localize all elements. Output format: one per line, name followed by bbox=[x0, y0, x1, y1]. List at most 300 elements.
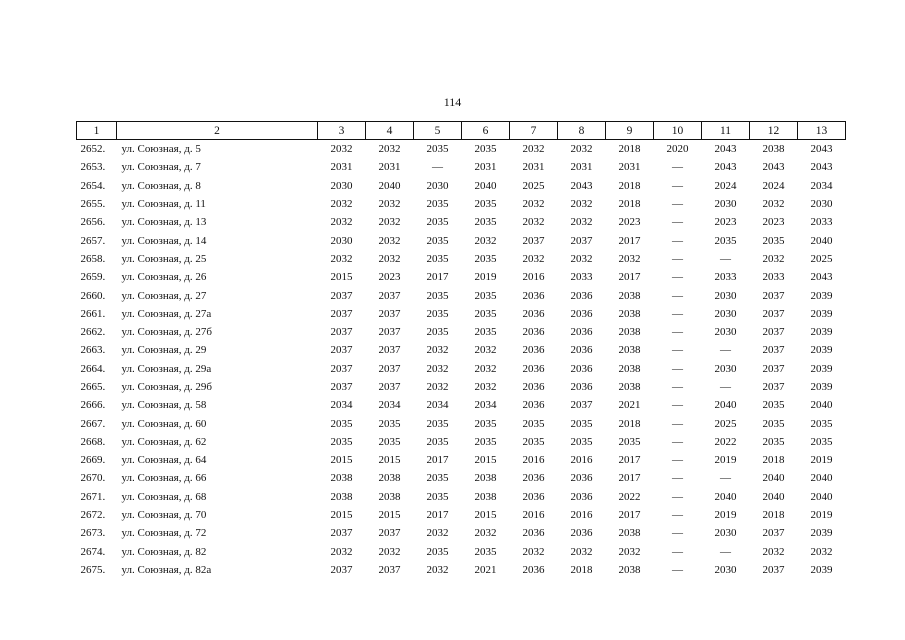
year-cell: 2035 bbox=[474, 216, 497, 229]
year-cell: 2035 bbox=[426, 307, 449, 320]
year-cell: 2035 bbox=[426, 490, 449, 503]
column-header-13: 13 bbox=[798, 122, 846, 140]
year-cell: 2030 bbox=[330, 234, 353, 247]
address-cell: ул. Союзная, д. 70 bbox=[121, 509, 207, 522]
year-cell: 2035 bbox=[426, 234, 449, 247]
year-cell: 2037 bbox=[762, 362, 785, 375]
year-cell: 2039 bbox=[810, 344, 833, 357]
year-cell: 2037 bbox=[378, 289, 401, 302]
year-cell: 2036 bbox=[522, 362, 545, 375]
year-cell: — bbox=[672, 417, 683, 430]
year-cell: 2038 bbox=[618, 289, 641, 302]
year-cell: 2032 bbox=[474, 362, 497, 375]
year-cell: 2035 bbox=[714, 234, 737, 247]
year-cell: 2040 bbox=[714, 399, 737, 412]
year-cell: 2037 bbox=[762, 344, 785, 357]
row-number: 2665. bbox=[80, 381, 106, 393]
year-cell: 2039 bbox=[810, 362, 833, 375]
column-header-11: 11 bbox=[702, 122, 750, 140]
year-cell: 2015 bbox=[474, 454, 497, 467]
address-cell: ул. Союзная, д. 82а bbox=[121, 563, 212, 576]
year-cell: 2018 bbox=[570, 563, 593, 576]
year-cell: 2023 bbox=[378, 271, 401, 284]
year-cell: 2037 bbox=[378, 326, 401, 339]
column-header-7: 7 bbox=[510, 122, 558, 140]
year-cell: 2036 bbox=[570, 326, 593, 339]
year-cell: 2025 bbox=[714, 417, 737, 430]
year-cell: 2032 bbox=[522, 216, 545, 229]
year-cell: — bbox=[720, 252, 731, 265]
year-cell: 2032 bbox=[474, 234, 497, 247]
year-cell: 2037 bbox=[378, 344, 401, 357]
year-cell: 2022 bbox=[714, 435, 737, 448]
year-cell: 2035 bbox=[426, 545, 449, 558]
year-cell: 2035 bbox=[810, 435, 833, 448]
year-cell: 2037 bbox=[378, 381, 401, 393]
year-cell: 2035 bbox=[426, 198, 449, 211]
year-cell: 2035 bbox=[426, 289, 449, 302]
year-cell: 2035 bbox=[426, 472, 449, 485]
year-cell: — bbox=[672, 563, 683, 576]
year-cell: 2032 bbox=[426, 362, 449, 375]
year-cell: 2035 bbox=[426, 326, 449, 339]
year-cell: 2037 bbox=[762, 326, 785, 339]
year-cell: 2019 bbox=[810, 509, 833, 522]
table-row bbox=[77, 231, 846, 249]
year-cell: 2043 bbox=[810, 161, 833, 174]
year-cell: 2015 bbox=[378, 454, 401, 467]
year-cell: 2036 bbox=[570, 490, 593, 503]
table-row bbox=[77, 561, 846, 579]
year-cell: 2036 bbox=[522, 527, 545, 540]
year-cell: 2040 bbox=[810, 399, 833, 412]
column-header-8: 8 bbox=[558, 122, 606, 140]
year-cell: 2035 bbox=[426, 435, 449, 448]
year-cell: 2036 bbox=[570, 307, 593, 320]
year-cell: — bbox=[672, 252, 683, 265]
year-cell: 2037 bbox=[330, 289, 353, 302]
year-cell: 2035 bbox=[426, 216, 449, 229]
year-cell: 2035 bbox=[762, 417, 785, 430]
row-number: 2658. bbox=[80, 252, 106, 265]
year-cell: 2032 bbox=[330, 216, 353, 229]
year-cell: 2030 bbox=[714, 307, 737, 320]
column-header-6: 6 bbox=[462, 122, 510, 140]
row-number: 2655. bbox=[80, 198, 106, 211]
table-row bbox=[77, 451, 846, 469]
year-cell: 2032 bbox=[570, 143, 593, 156]
year-cell: 2038 bbox=[618, 381, 641, 393]
year-cell: 2035 bbox=[474, 326, 497, 339]
year-cell: 2032 bbox=[570, 252, 593, 265]
year-cell: — bbox=[672, 271, 683, 284]
table-row bbox=[77, 414, 846, 432]
year-cell: 2037 bbox=[330, 344, 353, 357]
address-cell: ул. Союзная, д. 11 bbox=[121, 198, 206, 211]
column-header-10: 10 bbox=[654, 122, 702, 140]
year-cell: 2036 bbox=[570, 472, 593, 485]
year-cell: 2040 bbox=[762, 490, 785, 503]
row-number: 2656. bbox=[80, 216, 106, 229]
row-number: 2662. bbox=[80, 326, 106, 339]
table-row bbox=[77, 250, 846, 268]
row-number: 2672. bbox=[80, 509, 106, 522]
year-cell: 2035 bbox=[426, 143, 449, 156]
year-cell: 2037 bbox=[762, 289, 785, 302]
year-cell: — bbox=[672, 399, 683, 412]
year-cell: 2037 bbox=[330, 362, 353, 375]
year-cell: 2043 bbox=[714, 143, 737, 156]
year-cell: 2035 bbox=[474, 545, 497, 558]
address-cell: ул. Союзная, д. 14 bbox=[121, 234, 207, 247]
year-cell: 2030 bbox=[330, 179, 353, 192]
year-cell: 2036 bbox=[522, 326, 545, 339]
year-cell: 2035 bbox=[330, 435, 353, 448]
year-cell: 2015 bbox=[330, 509, 353, 522]
year-cell: 2015 bbox=[330, 271, 353, 284]
year-cell: 2018 bbox=[762, 454, 785, 467]
address-cell: ул. Союзная, д. 64 bbox=[121, 454, 207, 467]
year-cell: 2038 bbox=[378, 472, 401, 485]
year-cell: 2043 bbox=[810, 143, 833, 156]
year-cell: 2037 bbox=[378, 527, 401, 540]
table-row bbox=[77, 506, 846, 524]
table-row bbox=[77, 323, 846, 341]
year-cell: 2025 bbox=[522, 179, 545, 192]
year-cell: 2031 bbox=[522, 161, 545, 174]
year-cell: 2032 bbox=[426, 563, 449, 576]
year-cell: 2031 bbox=[474, 161, 497, 174]
year-cell: 2032 bbox=[426, 527, 449, 540]
year-cell: 2033 bbox=[762, 271, 785, 284]
year-cell: 2021 bbox=[474, 563, 497, 576]
year-cell: 2032 bbox=[330, 545, 353, 558]
year-cell: 2035 bbox=[474, 289, 497, 302]
year-cell: 2037 bbox=[330, 326, 353, 339]
year-cell: 2036 bbox=[522, 381, 545, 393]
year-cell: 2015 bbox=[474, 509, 497, 522]
year-cell: 2043 bbox=[570, 179, 593, 192]
year-cell: 2024 bbox=[714, 179, 737, 192]
year-cell: 2033 bbox=[570, 271, 593, 284]
year-cell: 2037 bbox=[378, 563, 401, 576]
year-cell: 2023 bbox=[618, 216, 641, 229]
year-cell: 2035 bbox=[474, 143, 497, 156]
year-cell: 2033 bbox=[714, 271, 737, 284]
year-cell: 2032 bbox=[378, 545, 401, 558]
header-row bbox=[77, 122, 846, 140]
year-cell: — bbox=[672, 216, 683, 229]
year-cell: 2032 bbox=[378, 216, 401, 229]
year-cell: — bbox=[672, 472, 683, 485]
table-row bbox=[77, 488, 846, 506]
year-cell: 2032 bbox=[378, 198, 401, 211]
year-cell: 2032 bbox=[570, 545, 593, 558]
table-row bbox=[77, 140, 846, 159]
year-cell: 2017 bbox=[618, 509, 641, 522]
table-row bbox=[77, 360, 846, 378]
year-cell: 2031 bbox=[330, 161, 353, 174]
year-cell: 2038 bbox=[618, 344, 641, 357]
column-header-2: 2 bbox=[117, 122, 318, 140]
column-header-5: 5 bbox=[414, 122, 462, 140]
address-cell: ул. Союзная, д. 26 bbox=[121, 271, 207, 284]
year-cell: 2035 bbox=[474, 435, 497, 448]
year-cell: 2038 bbox=[378, 490, 401, 503]
address-cell: ул. Союзная, д. 29 bbox=[121, 344, 207, 357]
year-cell: 2036 bbox=[522, 344, 545, 357]
year-cell: 2032 bbox=[474, 527, 497, 540]
year-cell: 2035 bbox=[426, 252, 449, 265]
year-cell: 2038 bbox=[618, 307, 641, 320]
year-cell: 2034 bbox=[330, 399, 353, 412]
year-cell: 2034 bbox=[426, 399, 449, 412]
year-cell: 2035 bbox=[474, 198, 497, 211]
year-cell: 2036 bbox=[522, 563, 545, 576]
column-header-12: 12 bbox=[750, 122, 798, 140]
year-cell: 2030 bbox=[714, 563, 737, 576]
year-cell: 2036 bbox=[522, 307, 545, 320]
address-cell: ул. Союзная, д. 72 bbox=[121, 527, 207, 540]
year-cell: 2017 bbox=[426, 271, 449, 284]
year-cell: — bbox=[720, 545, 731, 558]
row-number: 2663. bbox=[80, 344, 106, 357]
table-row bbox=[77, 305, 846, 323]
year-cell: 2037 bbox=[330, 563, 353, 576]
table-row bbox=[77, 341, 846, 359]
year-cell: 2038 bbox=[618, 563, 641, 576]
year-cell: 2018 bbox=[618, 179, 641, 192]
address-cell: ул. Союзная, д. 68 bbox=[121, 490, 207, 503]
row-number: 2667. bbox=[80, 417, 106, 430]
table-row bbox=[77, 433, 846, 451]
year-cell: 2016 bbox=[522, 509, 545, 522]
row-number: 2671. bbox=[80, 490, 106, 503]
year-cell: 2038 bbox=[474, 472, 497, 485]
year-cell: 2031 bbox=[618, 161, 641, 174]
row-number: 2664. bbox=[80, 362, 106, 375]
column-header-4: 4 bbox=[366, 122, 414, 140]
year-cell: 2030 bbox=[714, 362, 737, 375]
year-cell: — bbox=[672, 509, 683, 522]
table-row bbox=[77, 396, 846, 414]
year-cell: 2031 bbox=[378, 161, 401, 174]
address-cell: ул. Союзная, д. 27б bbox=[121, 326, 212, 339]
year-cell: 2040 bbox=[810, 234, 833, 247]
row-number: 2670. bbox=[80, 472, 106, 485]
year-cell: 2032 bbox=[522, 252, 545, 265]
year-cell: 2019 bbox=[714, 454, 737, 467]
year-cell: 2037 bbox=[330, 381, 353, 393]
address-cell: ул. Союзная, д. 62 bbox=[121, 435, 207, 448]
year-cell: 2038 bbox=[762, 143, 785, 156]
year-cell: 2036 bbox=[522, 472, 545, 485]
year-cell: 2036 bbox=[570, 344, 593, 357]
year-cell: 2017 bbox=[618, 234, 641, 247]
year-cell: 2032 bbox=[474, 344, 497, 357]
row-number: 2653. bbox=[80, 161, 106, 174]
column-header-9: 9 bbox=[606, 122, 654, 140]
year-cell: 2016 bbox=[570, 454, 593, 467]
table-row bbox=[77, 543, 846, 561]
year-cell: 2016 bbox=[522, 454, 545, 467]
year-cell: 2030 bbox=[714, 198, 737, 211]
year-cell: 2019 bbox=[810, 454, 833, 467]
year-cell: 2037 bbox=[762, 307, 785, 320]
year-cell: 2023 bbox=[714, 216, 737, 229]
year-cell: 2032 bbox=[426, 344, 449, 357]
year-cell: 2039 bbox=[810, 381, 833, 393]
row-number: 2666. bbox=[80, 399, 106, 412]
year-cell: 2043 bbox=[810, 271, 833, 284]
table-row bbox=[77, 158, 846, 176]
schedule-table bbox=[76, 121, 846, 579]
year-cell: 2032 bbox=[522, 143, 545, 156]
year-cell: — bbox=[720, 472, 731, 485]
year-cell: 2035 bbox=[762, 234, 785, 247]
address-cell: ул. Союзная, д. 13 bbox=[121, 216, 207, 229]
year-cell: 2032 bbox=[378, 234, 401, 247]
year-cell: — bbox=[672, 344, 683, 357]
year-cell: 2035 bbox=[330, 417, 353, 430]
year-cell: 2040 bbox=[810, 490, 833, 503]
year-cell: 2030 bbox=[714, 289, 737, 302]
page-number: 114 bbox=[443, 95, 462, 109]
year-cell: 2039 bbox=[810, 527, 833, 540]
year-cell: 2032 bbox=[762, 545, 785, 558]
year-cell: — bbox=[672, 161, 683, 174]
year-cell: 2036 bbox=[522, 490, 545, 503]
year-cell: 2035 bbox=[474, 307, 497, 320]
address-cell: ул. Союзная, д. 66 bbox=[121, 472, 207, 485]
table-body bbox=[77, 140, 846, 580]
year-cell: 2034 bbox=[810, 179, 833, 192]
year-cell: 2023 bbox=[762, 216, 785, 229]
year-cell: 2019 bbox=[714, 509, 737, 522]
year-cell: — bbox=[672, 326, 683, 339]
year-cell: 2037 bbox=[762, 381, 785, 393]
year-cell: 2033 bbox=[810, 216, 833, 229]
year-cell: 2040 bbox=[762, 472, 785, 485]
row-number: 2654. bbox=[80, 179, 106, 192]
year-cell: 2035 bbox=[810, 417, 833, 430]
year-cell: — bbox=[720, 344, 731, 357]
year-cell: — bbox=[672, 435, 683, 448]
year-cell: 2020 bbox=[666, 143, 689, 156]
year-cell: 2017 bbox=[618, 271, 641, 284]
year-cell: 2017 bbox=[426, 509, 449, 522]
address-cell: ул. Союзная, д. 25 bbox=[121, 252, 207, 265]
year-cell: 2034 bbox=[474, 399, 497, 412]
year-cell: 2015 bbox=[378, 509, 401, 522]
year-cell: 2018 bbox=[618, 417, 641, 430]
year-cell: 2036 bbox=[522, 399, 545, 412]
year-cell: 2035 bbox=[522, 417, 545, 430]
year-cell: 2032 bbox=[378, 252, 401, 265]
row-number: 2673. bbox=[80, 527, 106, 540]
address-cell: ул. Союзная, д. 60 bbox=[121, 417, 207, 430]
year-cell: 2039 bbox=[810, 563, 833, 576]
row-number: 2668. bbox=[80, 435, 106, 448]
year-cell: 2032 bbox=[330, 252, 353, 265]
row-number: 2675. bbox=[80, 563, 106, 576]
year-cell: 2037 bbox=[330, 307, 353, 320]
row-number: 2674. bbox=[80, 545, 106, 558]
table-row bbox=[77, 268, 846, 286]
year-cell: 2024 bbox=[762, 179, 785, 192]
year-cell: 2043 bbox=[714, 161, 737, 174]
address-cell: ул. Союзная, д. 29а bbox=[121, 362, 212, 375]
year-cell: — bbox=[720, 381, 731, 393]
year-cell: — bbox=[432, 161, 443, 174]
year-cell: 2015 bbox=[330, 454, 353, 467]
year-cell: 2036 bbox=[522, 289, 545, 302]
year-cell: 2039 bbox=[810, 307, 833, 320]
year-cell: 2037 bbox=[330, 527, 353, 540]
year-cell: 2036 bbox=[570, 362, 593, 375]
year-cell: 2032 bbox=[618, 545, 641, 558]
row-number: 2661. bbox=[80, 307, 106, 320]
year-cell: 2032 bbox=[762, 252, 785, 265]
year-cell: 2035 bbox=[378, 435, 401, 448]
address-cell: ул. Союзная, д. 58 bbox=[121, 399, 207, 412]
year-cell: 2035 bbox=[378, 417, 401, 430]
year-cell: 2016 bbox=[522, 271, 545, 284]
address-cell: ул. Союзная, д. 82 bbox=[121, 545, 207, 558]
year-cell: 2022 bbox=[618, 490, 641, 503]
year-cell: 2032 bbox=[570, 198, 593, 211]
row-number: 2659. bbox=[80, 271, 106, 284]
year-cell: 2035 bbox=[570, 417, 593, 430]
year-cell: 2035 bbox=[474, 417, 497, 430]
year-cell: 2025 bbox=[810, 252, 833, 265]
address-cell: ул. Союзная, д. 7 bbox=[121, 161, 201, 174]
year-cell: — bbox=[672, 454, 683, 467]
address-cell: ул. Союзная, д. 8 bbox=[121, 179, 201, 192]
year-cell: — bbox=[672, 362, 683, 375]
year-cell: 2039 bbox=[810, 289, 833, 302]
year-cell: 2032 bbox=[426, 381, 449, 393]
year-cell: 2038 bbox=[474, 490, 497, 503]
address-cell: ул. Союзная, д. 27 bbox=[121, 289, 207, 302]
year-cell: 2018 bbox=[762, 509, 785, 522]
row-number: 2652. bbox=[80, 143, 106, 156]
year-cell: 2032 bbox=[570, 216, 593, 229]
year-cell: 2036 bbox=[570, 527, 593, 540]
row-number: 2669. bbox=[80, 454, 106, 467]
year-cell: — bbox=[672, 381, 683, 393]
address-cell: ул. Союзная, д. 29б bbox=[121, 381, 212, 393]
row-number: 2657. bbox=[80, 234, 106, 247]
table-row bbox=[77, 286, 846, 304]
year-cell: 2040 bbox=[378, 179, 401, 192]
year-cell: 2043 bbox=[762, 161, 785, 174]
year-cell: 2040 bbox=[714, 490, 737, 503]
address-cell: ул. Союзная, д. 27а bbox=[121, 307, 212, 320]
year-cell: 2021 bbox=[618, 399, 641, 412]
year-cell: — bbox=[672, 289, 683, 302]
year-cell: — bbox=[672, 179, 683, 192]
table-row bbox=[77, 177, 846, 195]
table-row bbox=[77, 469, 846, 487]
year-cell: 2035 bbox=[618, 435, 641, 448]
year-cell: 2032 bbox=[522, 198, 545, 211]
year-cell: 2038 bbox=[330, 472, 353, 485]
year-cell: 2037 bbox=[522, 234, 545, 247]
year-cell: — bbox=[672, 490, 683, 503]
year-cell: — bbox=[672, 198, 683, 211]
year-cell: 2030 bbox=[426, 179, 449, 192]
